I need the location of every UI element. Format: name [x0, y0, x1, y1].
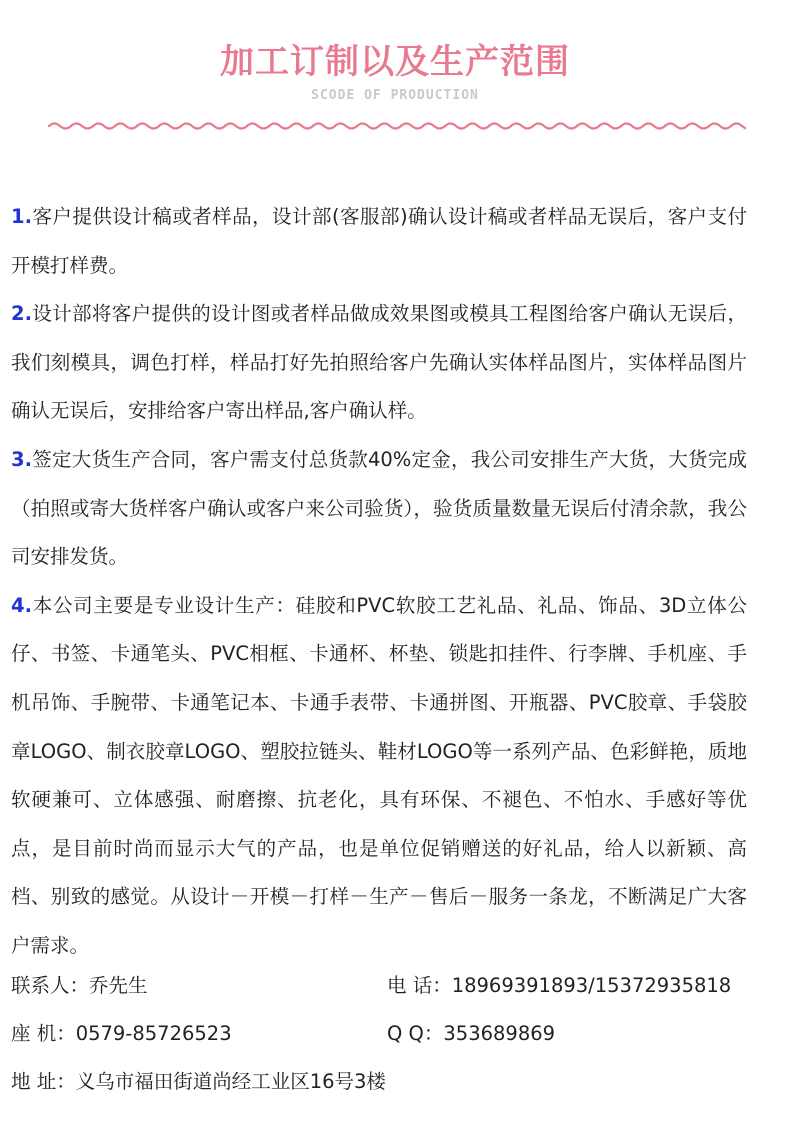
wavy-divider [48, 118, 746, 134]
item-number: 4. [11, 593, 32, 617]
contact-address: 地 址：义乌市福田街道尚经工业区16号3楼 [11, 1070, 386, 1093]
item-number: 1. [11, 205, 32, 228]
production-scope-text [11, 193, 747, 971]
item-text: 客户提供设计稿或者样品，设计部(客服部)确认设计稿或者样品无误后，客户支付开模打样费。 [11, 205, 747, 277]
scope-item-2 [11, 290, 747, 436]
contact-phone: 电 话：18969391893/15372935818 [387, 974, 732, 997]
contact-qq: Q Q：353689869 [387, 1022, 556, 1045]
contact-row-3 [11, 1058, 747, 1106]
item-number: 2. [11, 302, 32, 326]
page-title: 加工订制以及生产范围 [220, 42, 570, 82]
contact-person: 联系人：乔先生 [11, 974, 148, 997]
scope-item-1 [11, 193, 747, 290]
contact-landline: 座 机：0579-85726523 [11, 1022, 232, 1045]
item-number: 3. [11, 447, 32, 471]
contact-row-1 [11, 962, 747, 1010]
item-text: 签定大货生产合同，客户需支付总货款40%定金，我公司安排生产大货，大货完成（拍照或寄大货样客户确认或客户来公司验货），验货质量数量无误后付清余款，我公司安排发货。 [11, 447, 747, 569]
scope-item-3 [11, 436, 747, 582]
page-subtitle: SCODE OF PRODUCTION [311, 88, 479, 103]
item-text: 本公司主要是专业设计生产：硅胶和PVC软胶工艺礼品、礼品、饰品、3D立体公仔、书签、卡通笔头、PVC相框、卡通杯、杯垫、锁匙扣挂件、行李牌、手机座、手机吊饰、手腕带、卡通笔记本、卡通手表带、卡通拼图、开瓶器、PVC胶章、手袋胶章LOGO、制衣胶章LOGO、塑胶拉链头、鞋材LOGO等一系列产品、色彩鲜艳，质地软硬兼可、立体感强、耐磨擦、抗老化，具有环保、不褪色、不怕水、手感好等优点，是目前时尚而显示大气的产品，也是单位促销赠送的好礼品，给人以新颖、高档、别致的感觉。从设计－开模－打样－生产－售后－服务一条龙，不断满足广大客户需求。 [11, 593, 747, 957]
item-text: 设计部将客户提供的设计图或者样品做成效果图或模具工程图给客户确认无误后，我们刻模具，调色打样，样品打好先拍照给客户先确认实体样品图片，实体样品图片确认无误后，安排给客户寄出样品,客户确认样。 [11, 302, 747, 423]
contact-row-2 [11, 1010, 747, 1058]
page-header [0, 40, 790, 104]
scope-item-4 [11, 582, 747, 971]
